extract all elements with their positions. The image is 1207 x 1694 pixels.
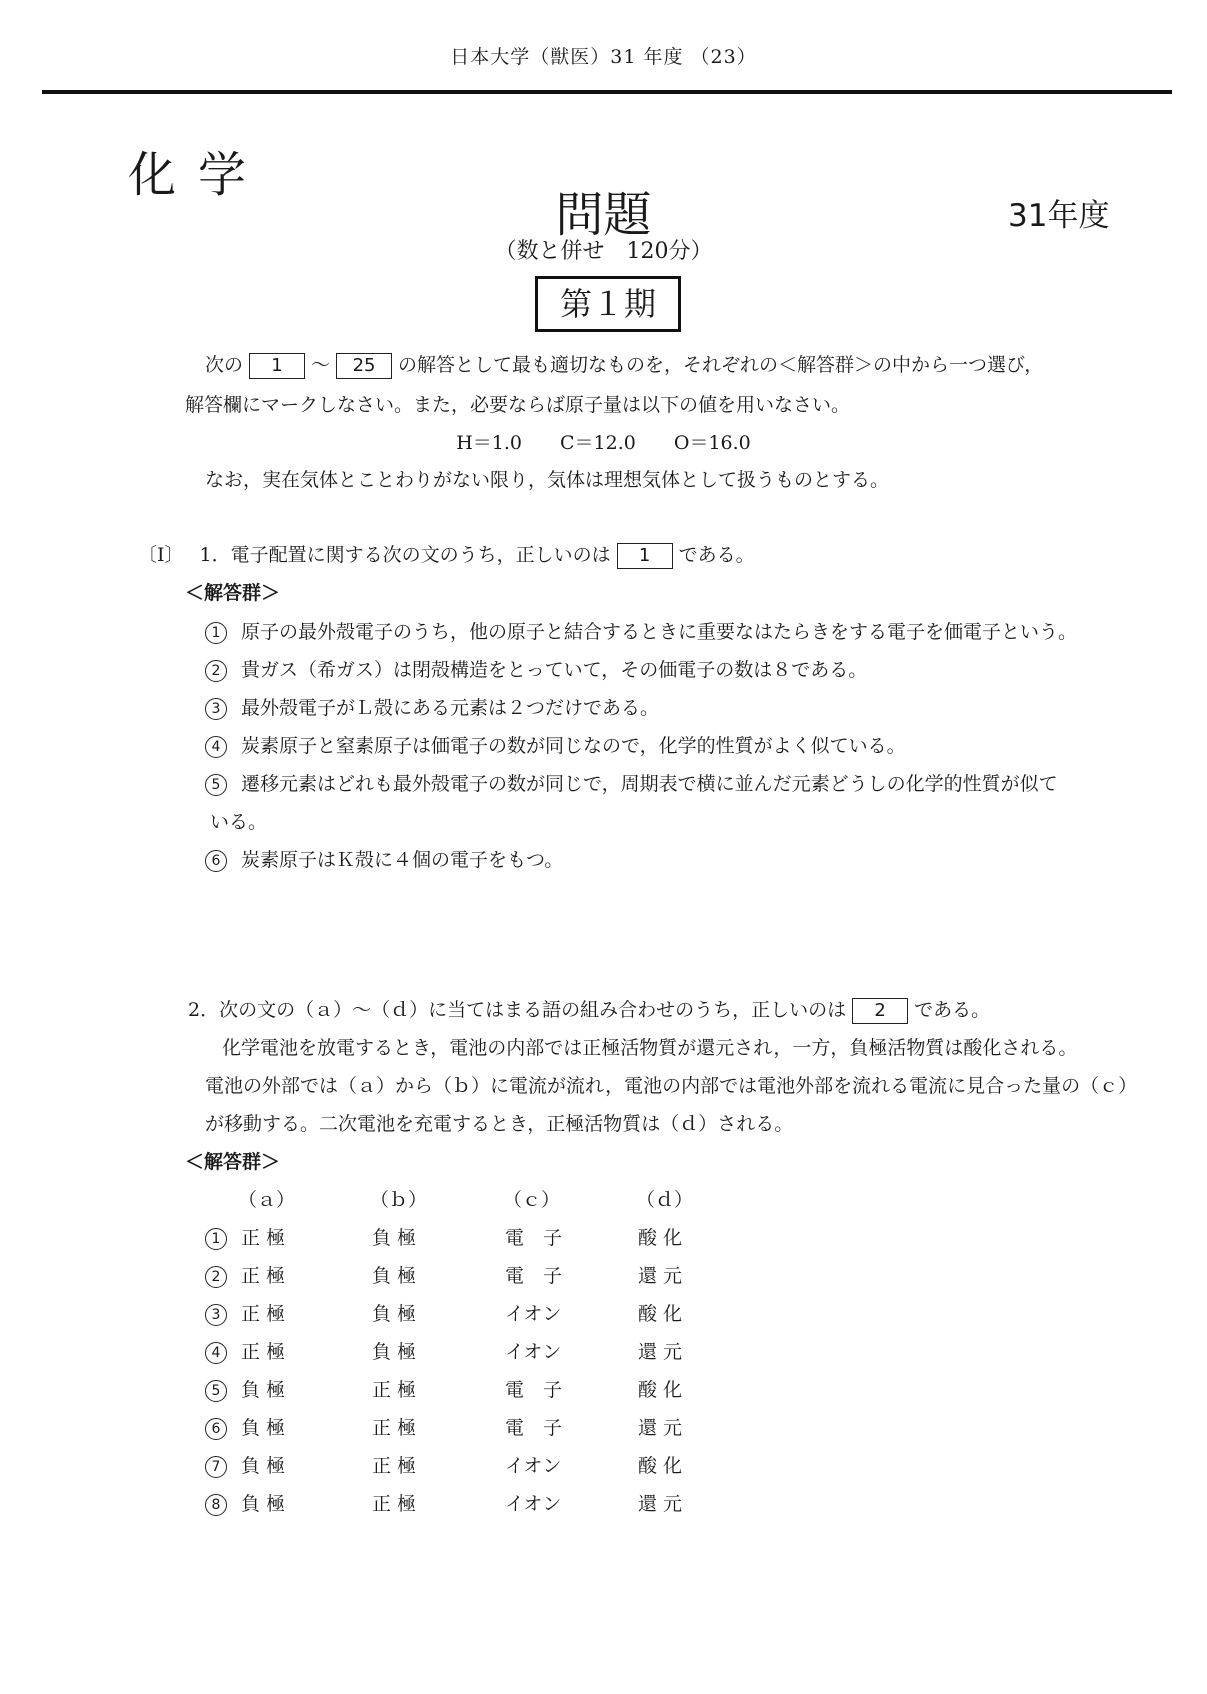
cell-d: 還 元 <box>638 1493 683 1515</box>
cell-a: 負 極 <box>241 1493 286 1515</box>
table-row <box>205 1489 285 1516</box>
cell-a: 正 極 <box>241 1265 286 1287</box>
cell-d: 酸 化 <box>638 1455 683 1477</box>
choice-3 <box>205 693 659 720</box>
section-label: 〔Ⅰ〕 <box>138 544 184 566</box>
cell-c: 電 子 <box>505 1227 563 1249</box>
question-2 <box>188 995 990 1024</box>
choice-4 <box>205 731 906 758</box>
cell-d: 酸 化 <box>638 1227 683 1249</box>
choice-number: 4 <box>205 1342 227 1364</box>
choice-text: 原子の最外殻電子のうち，他の原子と結合するときに重要なはたらきをする電子を価電子という。 <box>241 621 1078 643</box>
cell-a: 正 極 <box>241 1227 286 1249</box>
choice-number: 6 <box>205 1418 227 1440</box>
cell-c: イオン <box>505 1341 562 1363</box>
cell-b: 正 極 <box>372 1379 417 1401</box>
choice-text: 貴ガス（希ガス）は閉殻構造をとっていて，その価電子の数は８である。 <box>241 659 868 681</box>
q2-paragraph-1: 化学電池を放電するとき，電池の内部では正極活物質が還元され，一方，負極活物質は酸化される。 <box>222 1037 1078 1059</box>
choice-number: 1 <box>205 622 227 644</box>
choice-number: 5 <box>205 1380 227 1402</box>
exam-year: 31年度 <box>1008 198 1110 234</box>
page-header: 日本大学（獣医）31 年度 （23） <box>450 46 757 68</box>
question-1-suffix: である。 <box>678 544 755 566</box>
choice-number: 2 <box>205 1266 227 1288</box>
cell-d: 還 元 <box>638 1341 683 1363</box>
cell-d: 還 元 <box>638 1265 683 1287</box>
q2-paragraph-3: が移動する。二次電池を充電するとき，正極活物質は（ｄ）される。 <box>205 1113 794 1135</box>
cell-b: 正 極 <box>372 1493 417 1515</box>
choice-number: 6 <box>205 850 227 872</box>
table-header-b: （ｂ） <box>370 1189 428 1211</box>
cell-c: 電 子 <box>505 1379 563 1401</box>
table-row <box>205 1223 337 1250</box>
choice-number: 2 <box>205 660 227 682</box>
table-header-d: （ｄ） <box>636 1189 694 1211</box>
choice-text: 炭素原子と窒素原子は価電子の数が同じなので，化学的性質がよく似ている。 <box>241 735 906 757</box>
choice-5 <box>205 769 1058 796</box>
page-title: 問題 <box>555 187 652 243</box>
cell-c: イオン <box>505 1493 562 1515</box>
question-2-suffix: である。 <box>914 999 991 1021</box>
cell-a: 正 極 <box>241 1303 286 1325</box>
intro-line-1 <box>205 350 1043 379</box>
answer-box-end: 25 <box>336 353 392 379</box>
question-1 <box>138 540 755 569</box>
answer-box-2: 2 <box>852 998 908 1024</box>
intro-line-2: 解答欄にマークしなさい。また，必要ならば原子量は以下の値を用いなさい。 <box>185 394 851 416</box>
cell-b: 負 極 <box>372 1265 417 1287</box>
cell-b: 負 極 <box>372 1341 417 1363</box>
choice-text: 炭素原子はＫ殻に４個の電子をもつ。 <box>241 849 564 871</box>
subject-title: 化学 <box>128 147 269 203</box>
header-rule <box>42 90 1172 94</box>
choice-text: 遷移元素はどれも最外殻電子の数が同じで，周期表で横に並んだ元素どうしの化学的性質が似て <box>241 773 1058 795</box>
cell-d: 酸 化 <box>638 1379 683 1401</box>
table-row <box>205 1299 285 1326</box>
question-1-text: 1．電子配置に関する次の文のうち，正しいのは <box>199 544 611 566</box>
cell-a: 負 極 <box>241 1455 286 1477</box>
cell-d: 酸 化 <box>638 1303 683 1325</box>
table-row <box>205 1413 285 1440</box>
intro-suffix: の解答として最も適切なものを，それぞれの＜解答群＞の中から一つ選び， <box>398 354 1044 376</box>
cell-b: 負 極 <box>372 1303 417 1325</box>
choice-number: 1 <box>205 1228 227 1250</box>
choice-1 <box>205 617 1077 644</box>
cell-b: 正 極 <box>372 1455 417 1477</box>
answer-box-start: 1 <box>249 353 305 379</box>
intro-prefix: 次の <box>205 354 244 376</box>
table-header-c: （ｃ） <box>503 1189 561 1211</box>
table-row <box>205 1337 285 1364</box>
cell-a: 負 極 <box>241 1417 286 1439</box>
choice-5-continuation: いる。 <box>210 811 268 833</box>
cell-d: 還 元 <box>638 1417 683 1439</box>
cell-b: 正 極 <box>372 1417 417 1439</box>
answer-group-label: ＜解答群＞ <box>185 582 281 604</box>
table-row <box>205 1375 285 1402</box>
question-2-text: 2．次の文の（ａ）～（ｄ）に当てはまる語の組み合わせのうち，正しいのは <box>188 999 847 1021</box>
table-row <box>205 1451 285 1478</box>
choice-number: 3 <box>205 698 227 720</box>
choice-number: 3 <box>205 1304 227 1326</box>
cell-c: イオン <box>505 1303 562 1325</box>
cell-b: 負 極 <box>372 1227 417 1249</box>
choice-number: 5 <box>205 774 227 796</box>
q2-paragraph-2: 電池の外部では（ａ）から（ｂ）に電流が流れ，電池の内部では電池外部を流れる電流に見合った量の（ｃ） <box>205 1075 1138 1097</box>
choice-text: 最外殻電子がＬ殻にある元素は２つだけである。 <box>241 697 660 719</box>
cell-c: 電 子 <box>505 1417 563 1439</box>
time-note: （数と併せ 120分） <box>494 239 713 264</box>
choice-6 <box>205 845 563 872</box>
cell-c: 電 子 <box>505 1265 563 1287</box>
cell-c: イオン <box>505 1455 562 1477</box>
answer-box-1: 1 <box>617 543 673 569</box>
atomic-weights: H＝1.0 C＝12.0 O＝16.0 <box>456 432 751 454</box>
choice-2 <box>205 655 867 682</box>
choice-number: 4 <box>205 736 227 758</box>
cell-a: 負 極 <box>241 1379 286 1401</box>
choice-number: 8 <box>205 1494 227 1516</box>
table-header-a: （ａ） <box>238 1189 296 1211</box>
choice-number: 7 <box>205 1456 227 1478</box>
answer-group-label-2: ＜解答群＞ <box>185 1151 281 1173</box>
cell-a: 正 極 <box>241 1341 286 1363</box>
intro-tilde: ～ <box>311 354 331 376</box>
table-row <box>205 1261 285 1288</box>
term-box: 第１期 <box>535 276 681 332</box>
intro-line-4: なお，実在気体とことわりがない限り，気体は理想気体として扱うものとする。 <box>205 469 890 491</box>
